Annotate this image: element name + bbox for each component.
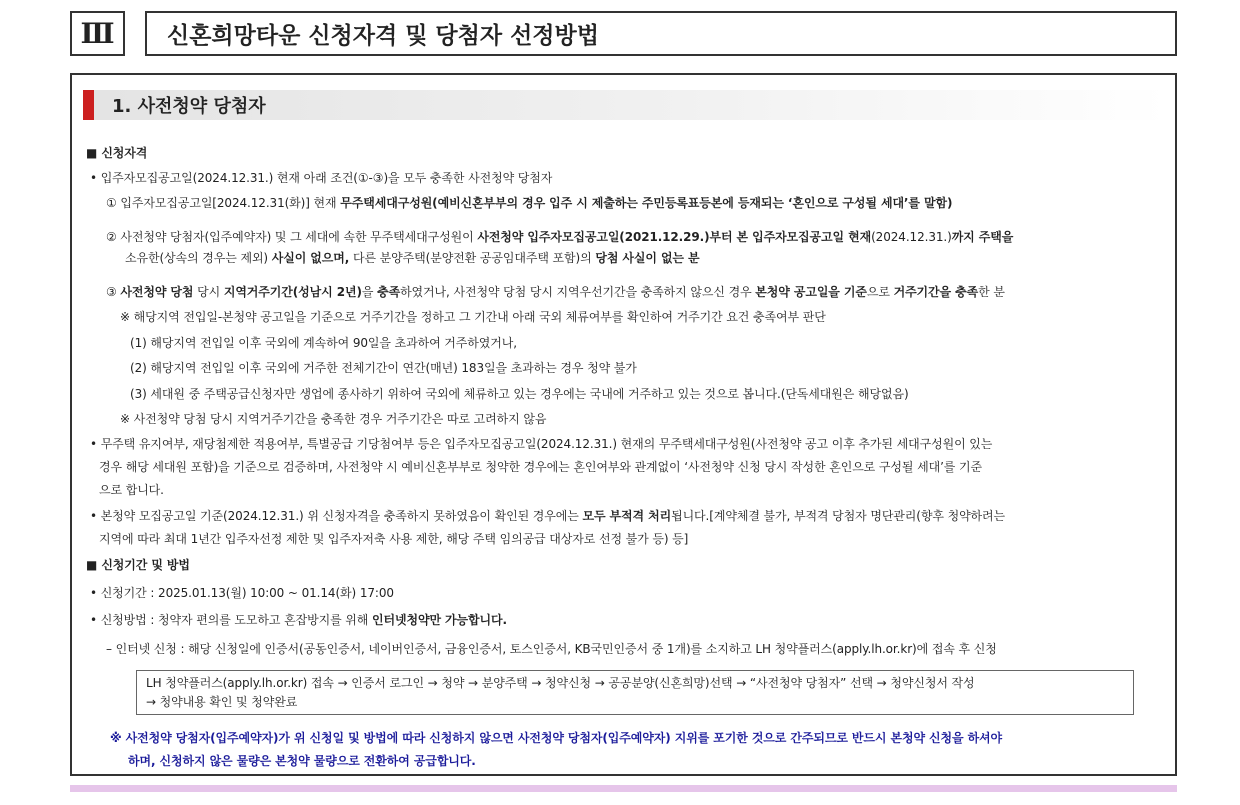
apply-method-bold: 인터넷청약만 가능합니다.	[371, 613, 507, 627]
condition-2-bold-end: 까지 주택을	[951, 230, 1014, 244]
condition-3-t1: 당시	[193, 285, 224, 299]
page-title: 신혼희망타운 신청자격 및 당첨자 선정방법	[145, 11, 1177, 56]
bullet-verify-line2: 경우 해당 세대원 포함)을 기준으로 검증하며, 사전청약 시 예비신혼부부로 청약한 경우에는 혼인여부와 관계없이 ‘사전청약 신청 당시 작성한 혼인으로 구성될 세대’를 기준	[99, 460, 982, 474]
section-title: 1. 사전청약 당첨자	[83, 90, 1168, 120]
condition-1	[106, 195, 952, 211]
sub-item-1: (1) 해당지역 전입일 이후 국외에 계속하여 90일을 초과하여 거주하였거나,	[130, 336, 517, 350]
condition-3-t5: 한 분	[978, 285, 1005, 299]
ineligible-bold: 모두 부적격 처리	[582, 509, 672, 523]
condition-3-t3: 하였거나, 사전청약 당첨 당시 지역우선기간을 충족하지 않으신 경우	[400, 285, 756, 299]
bullet-ineligible-line1	[90, 508, 1005, 524]
note-residence-2: ※ 사전청약 당첨 당시 지역거주기간을 충족한 경우 거주기간은 따로 고려하지 않음	[120, 412, 547, 426]
bottom-divider	[70, 785, 1177, 792]
bullet-qualification-main: • 입주자모집공고일(2024.12.31.) 현재 아래 조건(①-③)을 모두 충족한 사전청약 당첨자	[90, 171, 553, 185]
internet-apply: – 인터넷 신청 : 해당 신청일에 인증서(공동인증서, 네이버인증서, 금융인증서, 토스인증서, KB국민인증서 중 1개)를 소지하고 LH 청약플러스(apply.lh.or.kr)에 접속 후 신청	[106, 642, 997, 656]
apply-period-value: 2025.01.13(월) 10:00 ~ 01.14(화) 17:00	[158, 586, 394, 600]
bullet-ineligible-line2: 지역에 따라 최대 1년간 입주자선정 제한 및 입주자저축 사용 제한, 해당 주택 임의공급 대상자로 선정 불가 등) 등]	[99, 532, 689, 546]
process-flow-line1: LH 청약플러스(apply.lh.or.kr) 접속 → 인증서 로그인 → 청약 → 분양주택 → 청약신청 → 공공분양(신혼희망)선택 → “사전청약 당첨자” 선택 → 청약신청서 작성	[146, 676, 975, 690]
condition-3-t4: 으로	[866, 285, 894, 299]
condition-2-none: 사실이 없으며,	[271, 251, 350, 265]
sub-item-3: (3) 세대원 중 주택공급신청자만 생업에 종사하기 위하여 국외에 체류하고 있는 경우에는 국내에 거주하고 있는 것으로 봅니다.(단독세대원은 해당없음)	[130, 387, 909, 401]
process-flow-line2: → 청약내용 확인 및 청약완료	[146, 695, 298, 709]
note-residence: ※ 해당지역 전입일-본청약 공고일을 기준으로 거주기간을 정하고 그 기간내 아래 국외 체류여부를 확인하여 거주기간 요건 충족여부 판단	[120, 310, 826, 324]
condition-3-b5: 거주기간을 충족	[893, 285, 979, 299]
condition-2-inherit: (상속의 경우는 제외)	[159, 251, 272, 265]
apply-period	[90, 585, 394, 601]
content-box	[70, 73, 1177, 776]
process-flow-box	[136, 670, 1134, 715]
condition-3-b2: 지역거주기간(성남시 2년)	[223, 285, 362, 299]
condition-2-own: 소유한	[125, 251, 160, 265]
condition-3-num: ③	[106, 285, 121, 299]
apply-period-label: • 신청기간 :	[90, 586, 159, 600]
condition-2-intro: ② 사전청약 당첨자(입주예약자) 및 그 세대에 속한 무주택세대구성원이	[106, 230, 478, 244]
chapter-number: Ⅲ	[70, 11, 125, 56]
condition-3-b4: 본청약 공고일을 기준	[755, 285, 867, 299]
warning-line1: ※ 사전청약 당첨자(입주예약자)가 위 신청일 및 방법에 따라 신청하지 않으면 사전청약 당첨자(입주예약자) 지위를 포기한 것으로 간주되므로 반드시 본청약 신청을 하셔야	[110, 731, 1003, 745]
condition-1-intro: ① 입주자모집공고일[2024.12.31(화)] 현재	[106, 196, 341, 210]
period-heading: ■ 신청기간 및 방법	[86, 558, 190, 572]
condition-2-bold: 사전청약 입주자모집공고일(2021.12.29.)부터 본 입주자모집공고일 현재	[477, 230, 872, 244]
condition-2-other: 다른 분양주택(분양전환 공공임대주택 포함)의	[349, 251, 596, 265]
apply-method-label: • 신청방법 : 청약자 편의를 도모하고 혼잡방지를 위해	[90, 613, 372, 627]
condition-2-nowin: 당첨 사실이 없는 분	[595, 251, 700, 265]
bullet-verify-line3: 으로 합니다.	[99, 483, 164, 497]
ineligible-rest: 됩니다.[계약체결 불가, 부적격 당첨자 명단관리(향후 청약하려는	[671, 509, 1006, 523]
condition-2-cont	[125, 250, 700, 266]
bullet-verify-line1: • 무주택 유지여부, 재당첨제한 적용여부, 특별공급 기당첨여부 등은 입주자모집공고일(2024.12.31.) 현재의 무주택세대구성원(사전청약 공고 이후 추가된 세대구성원이 있는	[90, 437, 993, 451]
apply-method	[90, 612, 507, 628]
condition-3	[106, 284, 1005, 300]
condition-3-b3: 충족	[377, 285, 401, 299]
warning-line2: 하며, 신청하지 않은 물량은 본청약 물량으로 전환하여 공급합니다.	[128, 754, 476, 768]
sub-item-2: (2) 해당지역 전입일 이후 국외에 거주한 전체기간이 연간(매년) 183일을 초과하는 경우 청약 불가	[130, 361, 637, 375]
condition-3-b1: 사전청약 당첨	[120, 285, 194, 299]
condition-3-t2: 을	[361, 285, 378, 299]
condition-2-date: (2024.12.31.)	[871, 230, 952, 244]
ineligible-intro: • 본청약 모집공고일 기준(2024.12.31.) 위 신청자격을 충족하지 못하였음이 확인된 경우에는	[90, 509, 583, 523]
qualification-heading: ■ 신청자격	[86, 146, 148, 160]
condition-1-bold: 무주택세대구성원(예비신혼부부의 경우 입주 시 제출하는 주민등록표등본에 등재되는 ‘혼인으로 구성될 세대’를 말함)	[340, 196, 953, 210]
condition-2	[106, 229, 1013, 245]
